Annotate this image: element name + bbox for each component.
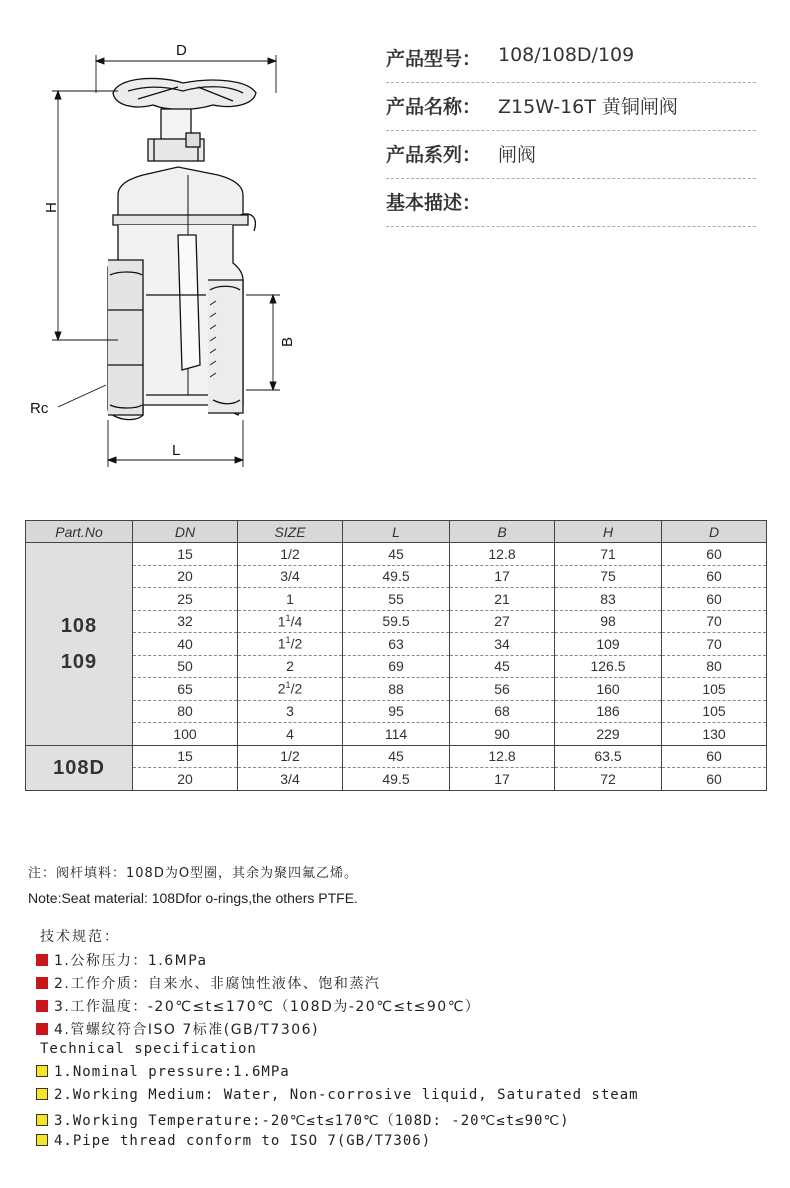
size-denominator: /2 — [290, 636, 303, 653]
cell-h: 83 — [555, 588, 662, 611]
gate-valve-drawing — [18, 35, 348, 475]
cell-d: 130 — [662, 723, 767, 746]
cell-l: 88 — [343, 678, 450, 701]
info-label: 基本描述： — [386, 192, 482, 214]
cell-b: 17 — [450, 768, 555, 791]
cell-size — [238, 633, 343, 656]
info-label: 产品系列： — [386, 144, 482, 166]
cell-b: 17 — [450, 565, 555, 588]
part-no-line: 108D — [53, 756, 105, 779]
spec-cn-text: 4.管螺纹符合ISO 7标准(GB/T7306) — [54, 1022, 320, 1038]
dim-b-label: B — [279, 336, 296, 347]
size-whole: 4 — [286, 725, 294, 742]
cell-h: 75 — [555, 565, 662, 588]
spec-en-text: 4.Pipe thread conform to ISO 7(GB/T7306) — [54, 1133, 432, 1149]
cell-dn: 50 — [133, 655, 238, 678]
cell-d: 60 — [662, 565, 767, 588]
size-whole: 1 — [286, 590, 294, 607]
cell-d: 80 — [662, 655, 767, 678]
cell-size — [238, 588, 343, 611]
cell-d: 70 — [662, 633, 767, 656]
spec-en-title: Technical specification — [40, 1041, 257, 1057]
cell-d: 60 — [662, 588, 767, 611]
info-row-description — [386, 182, 756, 227]
size-whole: 1 — [277, 636, 286, 653]
spec-cn-item — [36, 996, 480, 1016]
spec-cn-item — [36, 950, 208, 970]
spec-en-item — [36, 1133, 431, 1153]
cell-dn: 100 — [133, 723, 238, 746]
cell-l: 45 — [343, 745, 450, 768]
cell-dn: 15 — [133, 543, 238, 566]
cell-d: 60 — [662, 745, 767, 768]
table-row — [26, 700, 767, 723]
spec-cn-item — [36, 1019, 319, 1039]
dim-rc-label: Rc — [30, 400, 49, 417]
table-row — [26, 588, 767, 611]
cell-l: 95 — [343, 700, 450, 723]
size-denominator: /4 — [290, 613, 303, 630]
size-whole: 3 — [286, 703, 294, 720]
cell-size — [238, 723, 343, 746]
size-whole: 3/4 — [280, 770, 300, 787]
cell-l: 55 — [343, 588, 450, 611]
info-label: 产品型号： — [386, 48, 482, 70]
cell-dn: 65 — [133, 678, 238, 701]
spec-en-item — [36, 1064, 290, 1084]
spec-en-text: 2.Working Medium: Water, Non-corrosive liquid, Saturated steam — [54, 1087, 639, 1103]
info-row-model — [386, 38, 756, 83]
size-whole: 2 — [277, 681, 286, 698]
cell-h: 186 — [555, 700, 662, 723]
cell-size — [238, 610, 343, 633]
size-whole: 1/2 — [280, 748, 300, 765]
cell-size — [238, 745, 343, 768]
bullet-red — [36, 1023, 48, 1035]
bullet-red — [36, 954, 48, 966]
cell-l: 49.5 — [343, 768, 450, 791]
bullet-red — [36, 1000, 48, 1012]
table-row — [26, 745, 767, 768]
cell-size — [238, 655, 343, 678]
info-value: Z15W-16T 黄铜闸阀 — [498, 96, 678, 118]
cell-h: 160 — [555, 678, 662, 701]
cell-b: 68 — [450, 700, 555, 723]
info-row-name — [386, 86, 756, 131]
cell-dn: 15 — [133, 745, 238, 768]
table-row — [26, 723, 767, 746]
header-h: H — [555, 521, 662, 543]
dim-d-label: D — [176, 42, 187, 59]
spec-cn-item — [36, 973, 380, 993]
cell-b: 12.8 — [450, 745, 555, 768]
spec-cn-text: 3.工作温度：-20℃≤t≤170℃（108D为-20℃≤t≤90℃） — [54, 999, 481, 1015]
bullet-yellow — [36, 1065, 48, 1077]
size-numerator: 1 — [285, 612, 291, 623]
cell-dn: 25 — [133, 588, 238, 611]
part-no-cell — [26, 543, 133, 746]
spec-cn-text: 2.工作介质：自来水、非腐蚀性液体、饱和蒸汽 — [54, 976, 381, 992]
size-denominator: /2 — [290, 681, 303, 698]
cell-h: 126.5 — [555, 655, 662, 678]
cell-l: 45 — [343, 543, 450, 566]
dim-h-label: H — [43, 202, 60, 213]
cell-size — [238, 768, 343, 791]
table-row — [26, 565, 767, 588]
info-row-series — [386, 134, 756, 179]
cell-size — [238, 565, 343, 588]
size-whole: 2 — [286, 658, 294, 675]
cell-b: 34 — [450, 633, 555, 656]
header-size: SIZE — [238, 521, 343, 543]
spec-en-item — [36, 1110, 570, 1130]
part-no-line: 109 — [60, 650, 98, 673]
table-row — [26, 633, 767, 656]
cell-dn: 20 — [133, 565, 238, 588]
spec-cn-title: 技术规范： — [40, 929, 120, 945]
cell-l: 49.5 — [343, 565, 450, 588]
cell-d: 60 — [662, 768, 767, 791]
cell-h: 71 — [555, 543, 662, 566]
size-whole: 1/2 — [280, 545, 300, 562]
dimension-table — [25, 520, 767, 791]
size-whole: 3/4 — [280, 568, 300, 585]
cell-l: 59.5 — [343, 610, 450, 633]
note-en: Note:Seat material: 108Dfor o-rings,the others PTFE. — [28, 890, 358, 906]
table-row — [26, 543, 767, 566]
table-row — [26, 655, 767, 678]
cell-size — [238, 678, 343, 701]
size-numerator: 1 — [285, 680, 291, 691]
cell-h: 72 — [555, 768, 662, 791]
cell-l: 63 — [343, 633, 450, 656]
cell-h: 98 — [555, 610, 662, 633]
cell-d: 105 — [662, 678, 767, 701]
header-d: D — [662, 521, 767, 543]
cell-dn: 40 — [133, 633, 238, 656]
cell-d: 70 — [662, 610, 767, 633]
part-no-line: 108 — [60, 614, 98, 637]
bullet-yellow — [36, 1088, 48, 1100]
size-numerator: 1 — [285, 635, 291, 646]
cell-b: 45 — [450, 655, 555, 678]
header-l: L — [343, 521, 450, 543]
cell-h: 109 — [555, 633, 662, 656]
size-whole: 1 — [277, 613, 286, 630]
header-dn: DN — [133, 521, 238, 543]
spec-en-text: 3.Working Temperature:-20℃≤t≤170℃（108D: -20℃≤t≤90℃) — [54, 1113, 570, 1129]
cell-h: 229 — [555, 723, 662, 746]
spec-en-item — [36, 1087, 639, 1107]
cell-dn: 20 — [133, 768, 238, 791]
table-row — [26, 678, 767, 701]
bullet-yellow — [36, 1134, 48, 1146]
header-b: B — [450, 521, 555, 543]
cell-b: 21 — [450, 588, 555, 611]
bullet-yellow — [36, 1114, 48, 1126]
cell-b: 56 — [450, 678, 555, 701]
info-label: 产品名称： — [386, 96, 482, 118]
table-header-row — [26, 521, 767, 543]
cell-b: 27 — [450, 610, 555, 633]
table-row — [26, 610, 767, 633]
spec-cn-text: 1.公称压力：1.6MPa — [54, 953, 208, 969]
cell-d: 60 — [662, 543, 767, 566]
table-row — [26, 768, 767, 791]
info-value: 闸阀 — [498, 144, 537, 166]
cell-size — [238, 543, 343, 566]
note-cn: 注：阀杆填料：108D为O型圈，其余为聚四氟乙烯。 — [28, 866, 359, 881]
part-no-cell — [26, 745, 133, 790]
cell-dn: 32 — [133, 610, 238, 633]
spec-en-text: 1.Nominal pressure:1.6MPa — [54, 1064, 290, 1080]
cell-dn: 80 — [133, 700, 238, 723]
bullet-red — [36, 977, 48, 989]
dim-l-label: L — [172, 442, 181, 459]
cell-b: 12.8 — [450, 543, 555, 566]
cell-d: 105 — [662, 700, 767, 723]
cell-size — [238, 700, 343, 723]
cell-l: 69 — [343, 655, 450, 678]
cell-l: 114 — [343, 723, 450, 746]
cell-b: 90 — [450, 723, 555, 746]
info-value: 108/108D/109 — [498, 44, 635, 66]
table-body — [26, 543, 767, 791]
header-part-no: Part.No — [26, 521, 133, 543]
cell-h: 63.5 — [555, 745, 662, 768]
